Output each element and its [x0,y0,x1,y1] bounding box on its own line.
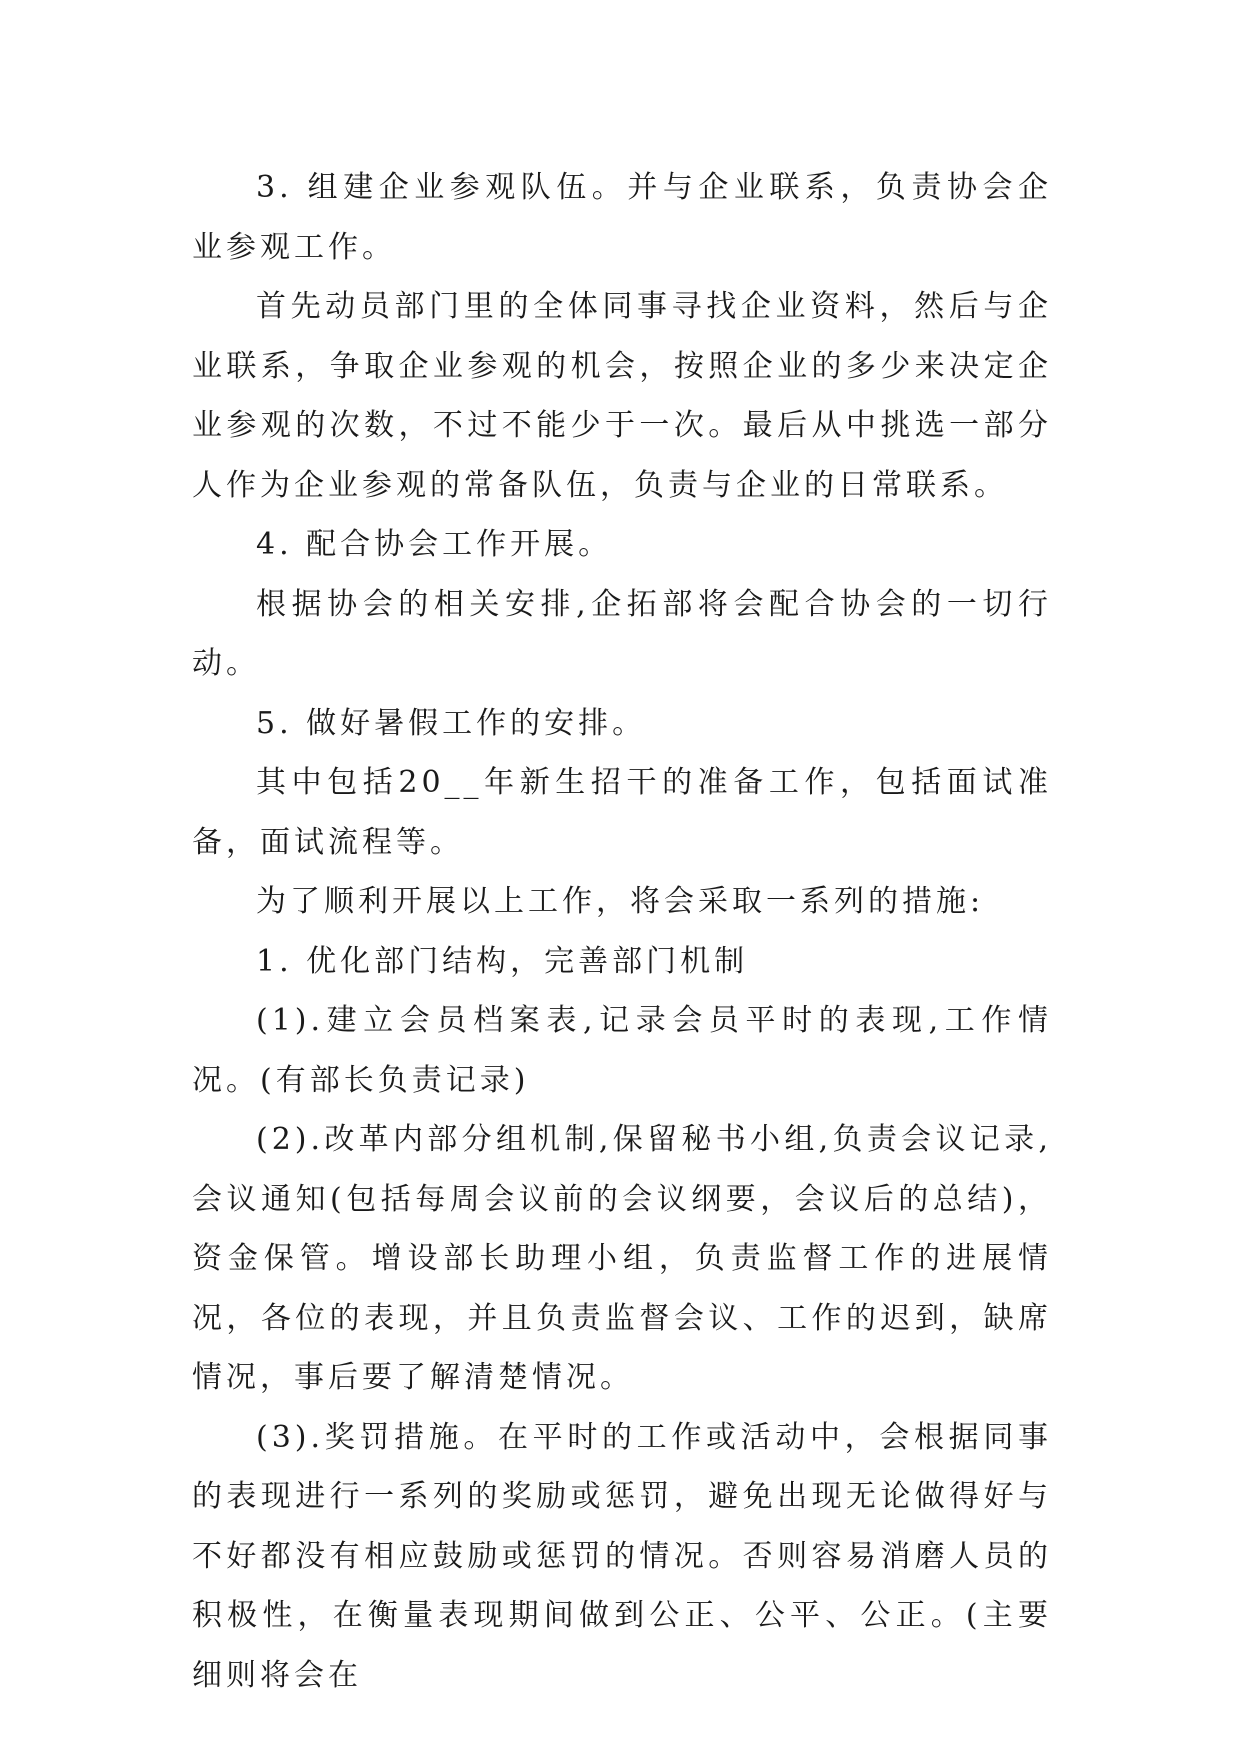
paragraph-measures-intro: 为了顺利开展以上工作，将会采取一系列的措施: [256,884,985,919]
paragraph-item-3-heading: 3. 组建企业参观队伍。并与企业联系，负责协会企业参观工作。 [192,170,1052,265]
paragraph-item-4-heading: 4. 配合协会工作开展。 [256,527,613,562]
paragraph-measure-1-3: (3).奖罚措施。在平时的工作或活动中，会根据同事的表现进行一系列的奖励或惩罚，避免出现无论做得好与不好都没有相应鼓励或惩罚的情况。否则容易消磨人员的积极性，在衡量表现期间做到公正、公平、公正。(主要细则将会在 [192,1419,1052,1693]
paragraph-measure-1-2: (2).改革内部分组机制,保留秘书小组,负责会议记录,会议通知(包括每周会议前的会议纲要，会议后的总结)，资金保管。增设部长助理小组，负责监督工作的进展情况，各位的表现，并且负责监督会议、工作的迟到，缺席情况，事后要了解清楚情况。 [192,1122,1052,1395]
paragraph-item-5-heading: 5. 做好暑假工作的安排。 [256,705,647,741]
paragraph-summer-work: 其中包括20__年新生招干的准备工作，包括面试准备，面试流程等。 [192,765,1052,860]
paragraph-measure-1-1: (1).建立会员档案表,记录会员平时的表现,工作情况。(有部长负责记录) [192,1003,1052,1098]
paragraph-company-visit-plan: 首先动员部门里的全体同事寻找企业资料，然后与企业联系，争取企业参观的机会，按照企业的多少来决定企业参观的次数，不过不能少于一次。最后从中挑选一部分人作为企业参观的常备队伍，负责与企业的日常联系。 [192,289,1052,503]
paragraph-measure-1-heading: 1. 优化部门结构，完善部门机制 [256,943,749,979]
paragraph-cooperation: 根据协会的相关安排,企拓部将会配合协会的一切行动。 [192,586,1052,681]
document-body [192,158,1052,1705]
